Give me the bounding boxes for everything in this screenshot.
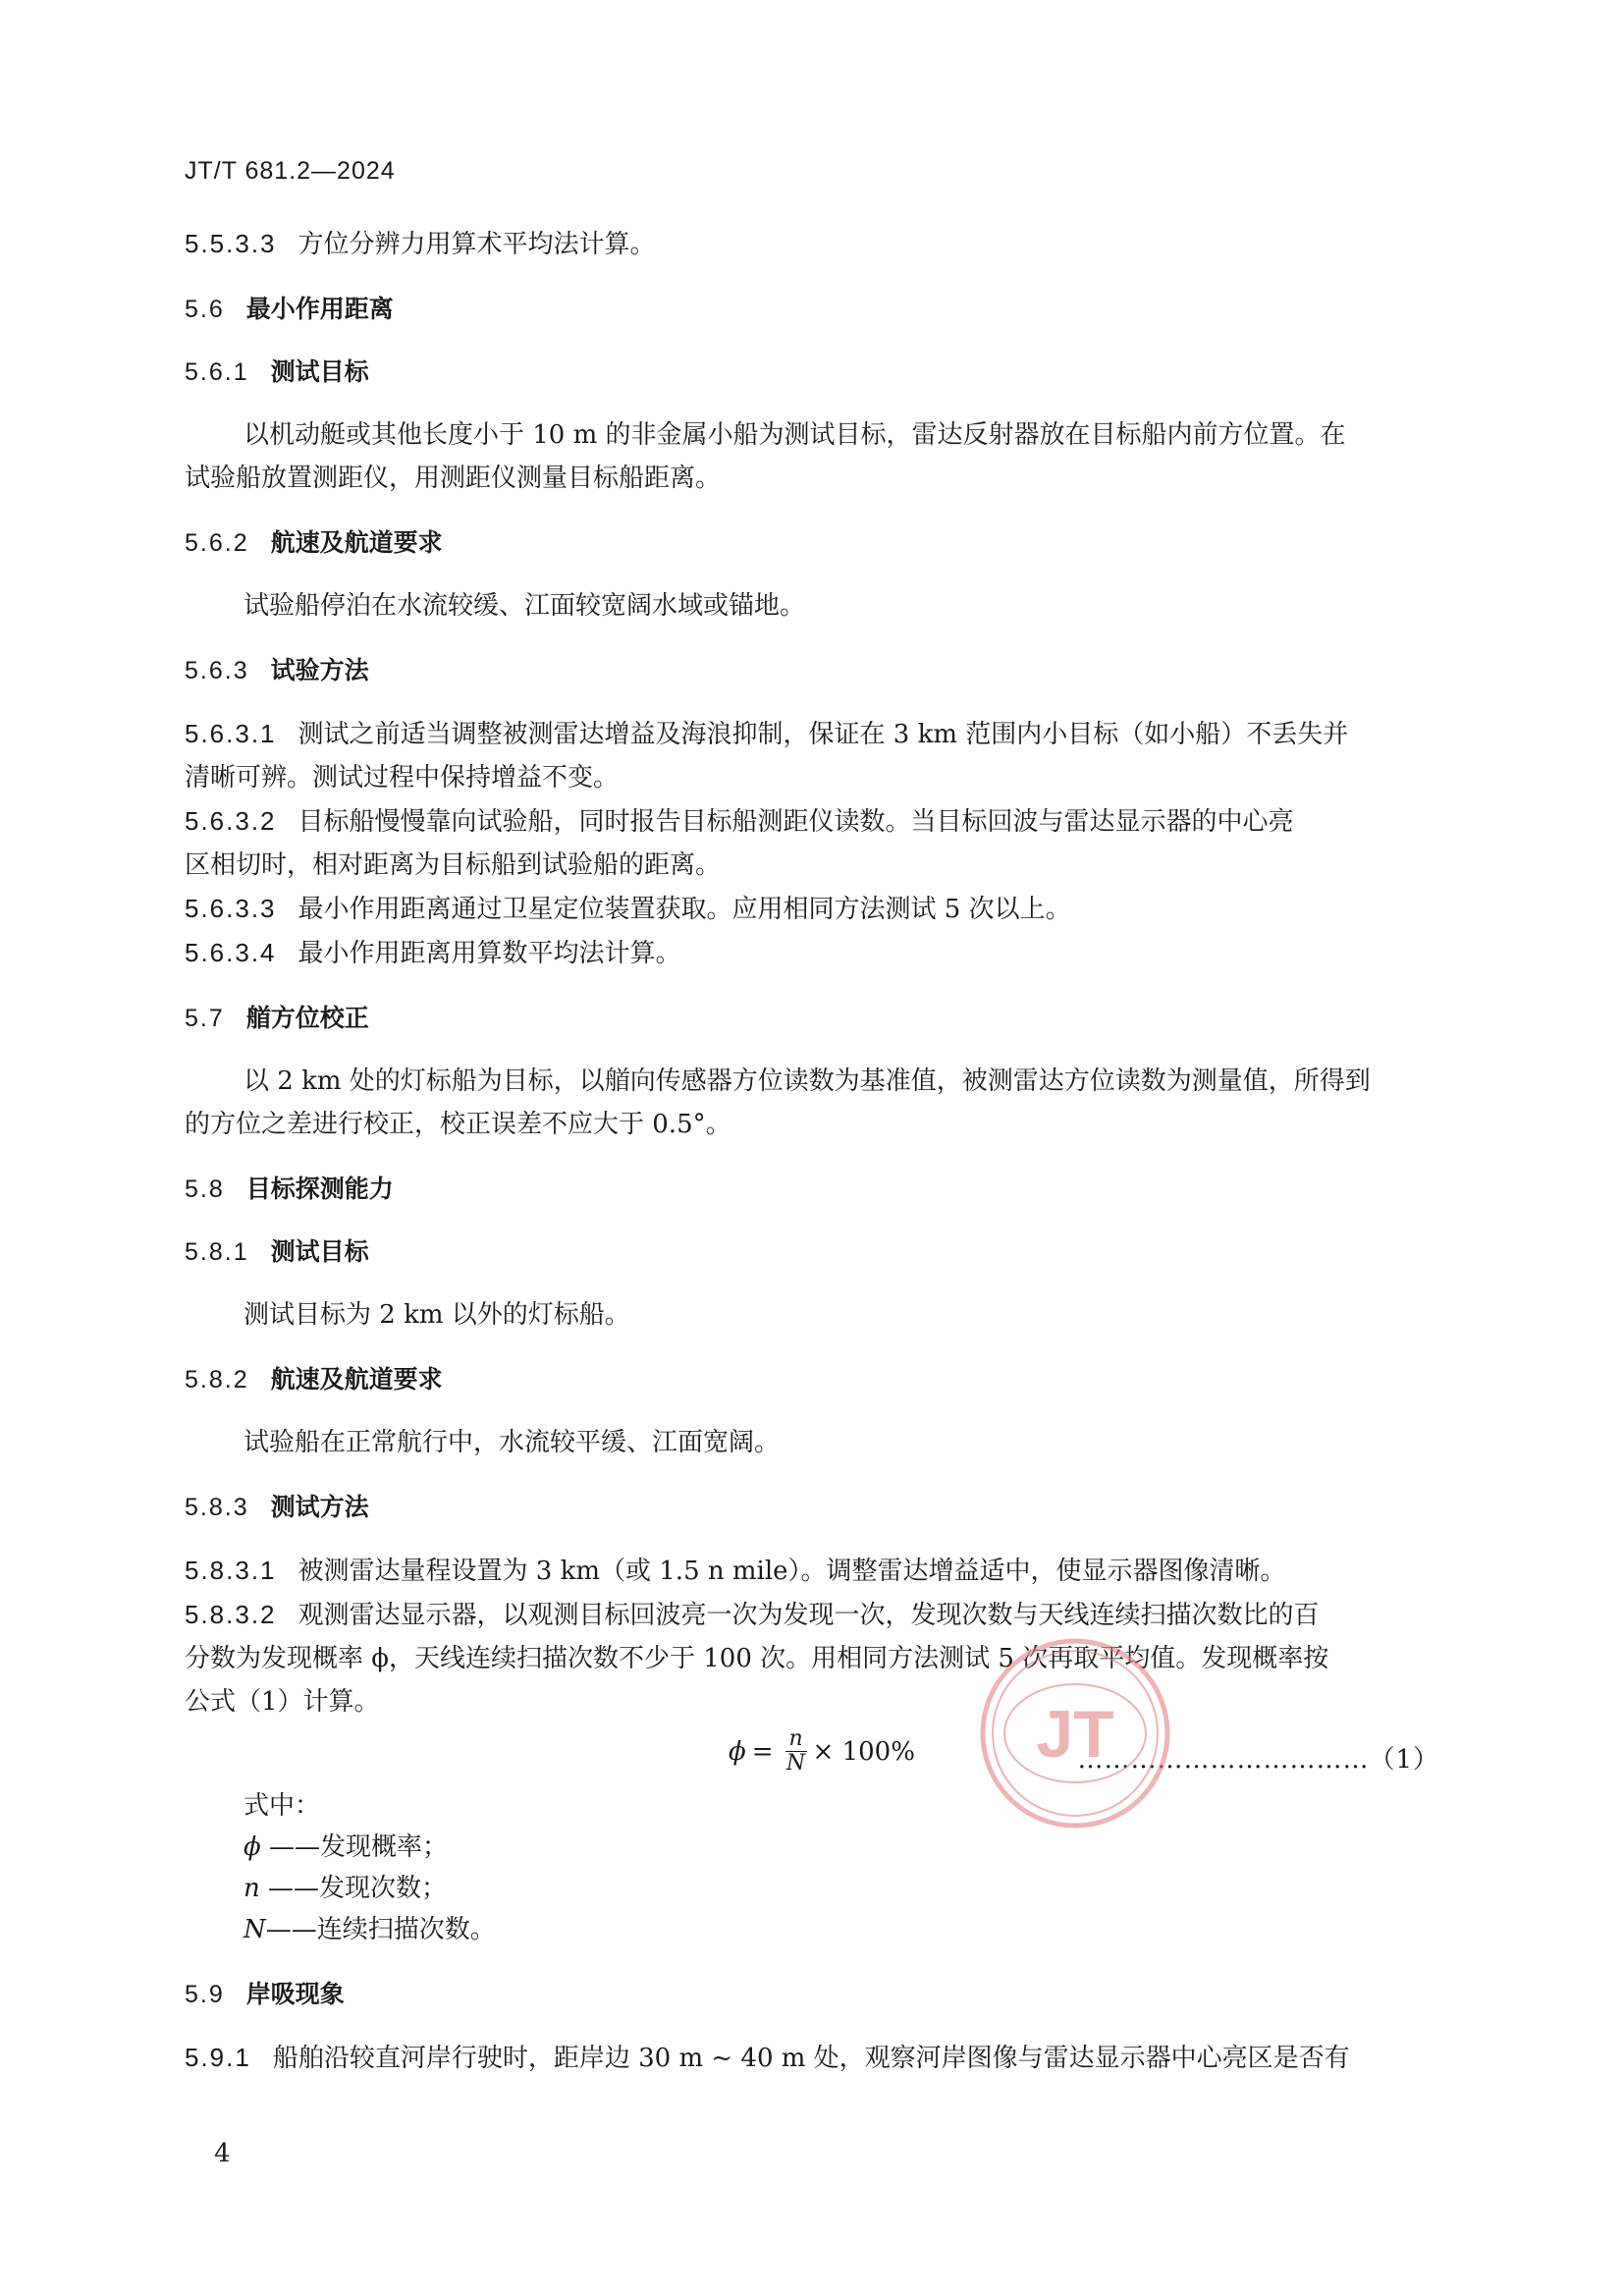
heading-number: 5.7 <box>185 1005 225 1032</box>
formula-row <box>185 1720 1451 1788</box>
paragraph-line: 以 2 km 处的灯标船为目标，以艏向传感器方位读数为基准值，被测雷达方位读数为测量值，所得到 <box>243 1066 1371 1096</box>
clause-text: 船舶沿较直河岸行驶时，距岸边 30 m ~ 40 m 处，观察河岸图像与雷达显示器中心亮区是否有 <box>272 2044 1350 2073</box>
heading-5-8 <box>185 1172 1451 1207</box>
clause-text: 观测雷达显示器，以观测目标回波亮一次为发现一次，发现次数与天线连续扫描次数比的百 <box>298 1601 1320 1630</box>
clause-5-6-3-2 <box>185 803 1451 840</box>
formula-numerator: n <box>788 1726 803 1751</box>
heading-text: 测试目标 <box>270 1237 369 1266</box>
where-desc: ——发现次数； <box>268 1874 448 1903</box>
clause-number: 5.8.3.1 <box>185 1556 277 1585</box>
clause-number: 5.5.3.3 <box>185 229 277 258</box>
formula-rhs: × 100% <box>812 1736 915 1767</box>
clause-text: 目标船慢慢靠向试验船，同时报告目标船测距仪读数。当目标回波与雷达显示器的中心亮 <box>298 807 1294 837</box>
clause-5-6-3-3 <box>185 891 1451 927</box>
where-symbol: n <box>243 1874 260 1903</box>
where-desc: ——发现概率； <box>269 1832 449 1862</box>
paragraph-line: 试验船停泊在水流较缓、江面较宽阔水域或锚地。 <box>243 591 806 621</box>
heading-5-8-1 <box>185 1234 1451 1270</box>
jt-stamp-logo <box>977 1635 1173 1831</box>
clause-continuation: 分数为发现概率 ϕ，天线连续扫描次数不少于 100 次。用相同方法测试 5 次再取平均值。发现概率按 <box>185 1644 1329 1673</box>
heading-number: 5.8.1 <box>185 1238 249 1266</box>
clause-number: 5.9.1 <box>185 2043 251 2072</box>
clause-5-9-1 <box>185 2040 1451 2076</box>
clause-text: 被测雷达量程设置为 3 km（或 1.5 n mile）。调整雷达增益适中，使显示器图像清晰。 <box>298 1557 1286 1586</box>
where-title: 式中： <box>243 1791 321 1821</box>
heading-number: 5.6.1 <box>185 358 249 386</box>
formula-lhs: ϕ <box>729 1736 746 1767</box>
paragraph-line: 的方位之差进行校正，校正误差不应大于 0.5°。 <box>185 1110 731 1139</box>
clause-continuation: 公式（1）计算。 <box>185 1687 380 1717</box>
heading-text: 岸吸现象 <box>245 1980 345 2008</box>
heading-5-9 <box>185 1977 1451 2012</box>
heading-number: 5.8.2 <box>185 1366 249 1394</box>
where-item <box>185 1871 1451 1906</box>
heading-number: 5.6.2 <box>185 529 249 557</box>
clause-text: 最小作用距离通过卫星定位装置获取。应用相同方法测试 5 次以上。 <box>298 895 1071 924</box>
clause-text: 测试之前适当调整被测雷达增益及海浪抑制，保证在 3 km 范围内小目标（如小船）不丢失并 <box>298 720 1349 749</box>
where-desc: ——连续扫描次数。 <box>265 1915 496 1944</box>
clause-5-8-3-1 <box>185 1553 1451 1589</box>
paragraph-line: 试验船在正常航行中，水流较平缓、江面宽阔。 <box>243 1428 781 1457</box>
heading-5-6-3 <box>185 653 1451 688</box>
heading-text: 航速及航道要求 <box>270 1365 443 1394</box>
clause-number: 5.6.3.1 <box>185 719 277 748</box>
where-symbol: N <box>243 1915 266 1944</box>
heading-number: 5.6.3 <box>185 657 249 684</box>
where-symbol: ϕ <box>243 1832 261 1862</box>
heading-5-8-2 <box>185 1362 1451 1397</box>
heading-text: 测试方法 <box>270 1493 369 1521</box>
document-body <box>185 226 1451 2076</box>
formula-equals: = <box>751 1736 774 1767</box>
heading-5-6-2 <box>185 525 1451 561</box>
heading-text: 航速及航道要求 <box>270 528 443 557</box>
where-item <box>185 1830 1451 1865</box>
formula-fraction <box>785 1727 807 1776</box>
heading-number: 5.6 <box>185 296 225 323</box>
formula-denominator: N <box>785 1751 806 1776</box>
paragraph-line: 以机动艇或其他长度小于 10 m 的非金属小船为测试目标，雷达反射器放在目标船内前方位置。在 <box>243 420 1346 450</box>
clause-number: 5.6.3.4 <box>185 938 277 967</box>
heading-text: 测试目标 <box>270 357 369 386</box>
paragraph-line: 测试目标为 2 km 以外的灯标船。 <box>243 1300 630 1330</box>
clause-text: 方位分辨力用算术平均法计算。 <box>298 230 656 259</box>
clause-5-5-3-3 <box>185 226 1451 262</box>
heading-5-6-1 <box>185 355 1451 390</box>
equation-number: ……………………………（1） <box>1077 1745 1439 1775</box>
clause-5-8-3-2 <box>185 1597 1451 1633</box>
clause-number: 5.6.3.2 <box>185 806 277 836</box>
paragraph-line: 试验船放置测距仪，用测距仪测量目标船距离。 <box>185 464 722 493</box>
heading-number: 5.8 <box>185 1175 225 1203</box>
page-number: 4 <box>214 2139 231 2168</box>
clause-5-6-3-4 <box>185 935 1451 971</box>
stamp-text: JT <box>1036 1697 1114 1772</box>
document-code: JT/T 681.2—2024 <box>185 157 396 185</box>
clause-text: 最小作用距离用算数平均法计算。 <box>298 939 681 968</box>
clause-5-6-3-1 <box>185 716 1451 752</box>
clause-continuation: 清晰可辨。测试过程中保持增益不变。 <box>185 763 620 793</box>
heading-text: 艏方位校正 <box>245 1004 369 1032</box>
formula <box>729 1727 915 1776</box>
heading-number: 5.9 <box>185 1981 225 2008</box>
where-item <box>185 1912 1451 1947</box>
heading-5-6 <box>185 292 1451 327</box>
clause-number: 5.8.3.2 <box>185 1600 277 1629</box>
heading-text: 最小作用距离 <box>245 295 394 323</box>
clause-number: 5.6.3.3 <box>185 894 277 923</box>
heading-5-7 <box>185 1001 1451 1036</box>
heading-text: 试验方法 <box>270 656 369 684</box>
heading-5-8-3 <box>185 1490 1451 1525</box>
heading-number: 5.8.3 <box>185 1494 249 1521</box>
clause-continuation: 区相切时，相对距离为目标船到试验船的距离。 <box>185 850 722 880</box>
heading-text: 目标探测能力 <box>245 1175 394 1203</box>
